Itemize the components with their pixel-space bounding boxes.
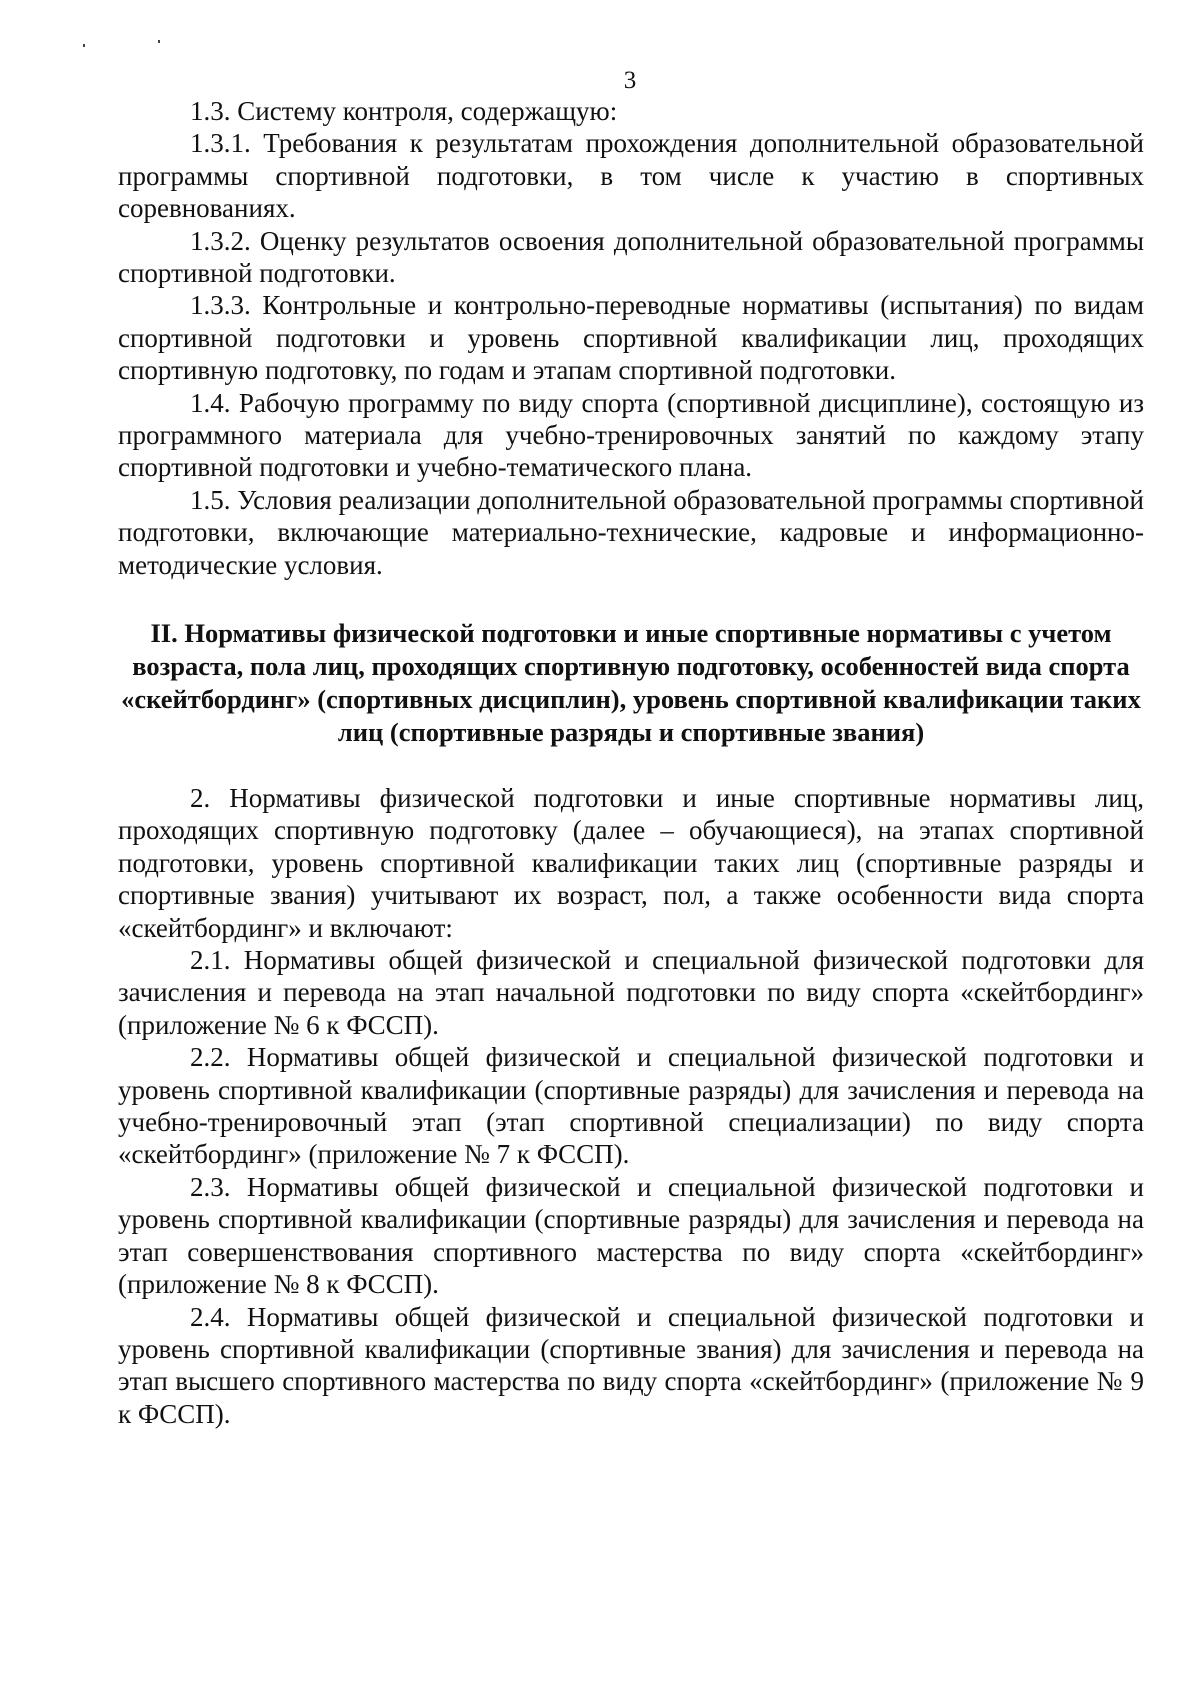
paragraph-1-3-1: 1.3.1. Требования к результатам прохождения дополнительной образовательной программы спортивной подготовки, в том числе к участию в спортивных соревнованиях. — [118, 128, 1144, 224]
paragraph-2-3: 2.3. Нормативы общей физической и специальной физической подготовки и уровень спортивной квалификации (спортивные разряды) для зачисления и перевода на этап совершенствования спортивного мастерства по виду спорта «скейтбординг» (приложение № 8 к ФССП). — [118, 1171, 1144, 1300]
page-number: 3 — [623, 67, 637, 94]
paragraph-1-3-2: 1.3.2. Оценку результатов освоения дополнительной образовательной программы спортивной подготовки. — [118, 225, 1144, 289]
paragraph-2-2: 2.2. Нормативы общей физической и специальной физической подготовки и уровень спортивной квалификации (спортивные разряды) для зачисления и перевода на учебно-тренировочный этап (этап спортивной специализации) по виду спорта «скейтбординг» (приложение № 7 к ФССП). — [118, 1042, 1144, 1170]
paragraph-1-3-3: 1.3.3. Контрольные и контрольно-переводные нормативы (испытания) по видам спортивной подготовки и уровень спортивной квалификации лиц, проходящих спортивную подготовку, по годам и этапам спортивной подготовки. — [118, 290, 1144, 386]
paragraph-1-4: 1.4. Рабочую программу по виду спорта (спортивной дисциплине), состоящую из программного материала для учебно-тренировочных занятий по каждому этапу спортивной подготовки и учебно-тематического плана. — [118, 387, 1144, 483]
paragraph-2-4: 2.4. Нормативы общей физической и специальной физической подготовки и уровень спортивной квалификации (спортивные звания) для зачисления и перевода на этап высшего спортивного мастерства по виду спорта «скейтбординг» (приложение № 9 к ФССП). — [118, 1301, 1144, 1429]
section2-body — [118, 782, 1144, 1430]
paragraph-2: 2. Нормативы физической подготовки и иные спортивные нормативы лиц, проходящих спортивную подготовку (далее – обучающиеся), на этапах спортивной подготовки, уровень спортивной квалификации таких лиц (спортивные разряды и спортивные звания) учитывают их возраст, пол, а также особенности вида спорта «скейтбординг» и включают: — [118, 783, 1144, 943]
section-2-heading: II. Нормативы физической подготовки и иные спортивные нормативы с учетом возраста, пола лиц, проходящих спортивную подготовку, особенностей вида спорта «скейтбординг» (спортивных дисциплин), уровень спортивной квалификации таких лиц (спортивные разряды и спортивные звания) — [121, 618, 1141, 747]
paragraph-1-5: 1.5. Условия реализации дополнительной образовательной программы спортивной подготовки, включающие материально-технические, кадровые и информационно-методические условия. — [118, 484, 1144, 580]
paragraph-1-3: 1.3. Систему контроля, содержащую: — [190, 96, 618, 126]
scan-speck — [83, 44, 85, 47]
scan-speck — [158, 40, 160, 43]
section1-body — [118, 95, 1144, 581]
paragraph-2-1: 2.1. Нормативы общей физической и специальной физической подготовки для зачисления и перевода на этап начальной подготовки по виду спорта «скейтбординг» (приложение № 6 к ФССП). — [118, 945, 1144, 1040]
